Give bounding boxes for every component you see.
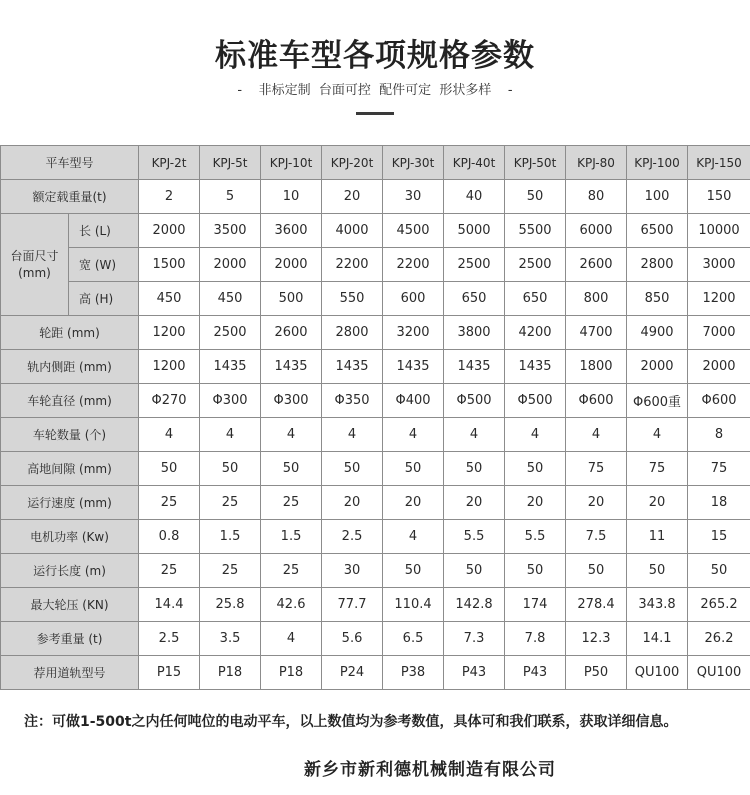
table-cell: 4: [505, 418, 566, 452]
rated-load-row: [1, 180, 750, 214]
table-cell: 25.8: [200, 588, 261, 622]
table-cell: 3600: [261, 214, 322, 248]
table-row: [1, 656, 750, 690]
table-cell: 2600: [566, 248, 627, 282]
table-cell: 6.5: [383, 622, 444, 656]
table-cell: 8: [688, 418, 750, 452]
row-label: 轮距 (mm): [1, 316, 139, 350]
table-cell: 50: [505, 180, 566, 214]
table-cell: 4500: [383, 214, 444, 248]
table-cell: 500: [261, 282, 322, 316]
table-cell: 20: [383, 486, 444, 520]
table-cell: QU100: [688, 656, 750, 690]
table-row: [1, 316, 750, 350]
table-cell: 20: [566, 486, 627, 520]
header-row: [1, 146, 750, 180]
table-cell: 25: [200, 554, 261, 588]
model-header-cell: KPJ-20t: [322, 146, 383, 180]
table-cell: 3000: [688, 248, 750, 282]
table-cell: 20: [444, 486, 505, 520]
table-cell: 278.4: [566, 588, 627, 622]
table-cell: 4: [383, 418, 444, 452]
table-cell: QU100: [627, 656, 688, 690]
table-cell: Φ270: [139, 384, 200, 418]
table-cell: 26.2: [688, 622, 750, 656]
height-label: 高 (H): [69, 282, 139, 316]
table-cell: Φ350: [322, 384, 383, 418]
model-header-cell: KPJ-2t: [139, 146, 200, 180]
model-header-cell: KPJ-100: [627, 146, 688, 180]
table-cell: 20: [627, 486, 688, 520]
row-label: 车轮数量 (个): [1, 418, 139, 452]
table-cell: 10: [261, 180, 322, 214]
table-cell: 25: [261, 554, 322, 588]
table-cell: 15: [688, 520, 750, 554]
table-cell: 450: [139, 282, 200, 316]
table-cell: 4: [322, 418, 383, 452]
table-cell: 5.6: [322, 622, 383, 656]
row-label: 额定载重量(t): [1, 180, 139, 214]
table-cell: 2000: [627, 350, 688, 384]
table-cell: 800: [566, 282, 627, 316]
table-cell: 50: [322, 452, 383, 486]
table-cell: 142.8: [444, 588, 505, 622]
table-row: [1, 520, 750, 554]
table-cell: 25: [200, 486, 261, 520]
row-label: 最大轮压 (KN): [1, 588, 139, 622]
table-cell: 40: [444, 180, 505, 214]
table-cell: 1435: [261, 350, 322, 384]
length-label: 长 (L): [69, 214, 139, 248]
table-cell: P18: [200, 656, 261, 690]
table-width-row: [1, 248, 750, 282]
spec-table: [0, 145, 750, 690]
table-cell: 50: [627, 554, 688, 588]
table-cell: 2000: [688, 350, 750, 384]
model-header-cell: KPJ-50t: [505, 146, 566, 180]
table-row: [1, 554, 750, 588]
table-height-row: [1, 282, 750, 316]
table-cell: 80: [566, 180, 627, 214]
table-cell: P38: [383, 656, 444, 690]
table-cell: 1435: [200, 350, 261, 384]
table-cell: 25: [139, 554, 200, 588]
table-cell: 1800: [566, 350, 627, 384]
subtitle: - 非标定制 台面可控 配件可定 形状多样 -: [237, 83, 513, 98]
table-cell: 50: [566, 554, 627, 588]
row-label: 运行长度 (m): [1, 554, 139, 588]
table-cell: 18: [688, 486, 750, 520]
table-cell: 7000: [688, 316, 750, 350]
table-cell: 20: [322, 180, 383, 214]
table-cell: 10000: [688, 214, 750, 248]
table-cell: P50: [566, 656, 627, 690]
table-cell: 2.5: [139, 622, 200, 656]
table-cell: 2.5: [322, 520, 383, 554]
table-cell: 50: [444, 452, 505, 486]
table-cell: 50: [688, 554, 750, 588]
table-cell: Φ500: [505, 384, 566, 418]
table-cell: 1.5: [200, 520, 261, 554]
table-row: [1, 588, 750, 622]
table-cell: 174: [505, 588, 566, 622]
table-cell: 650: [444, 282, 505, 316]
table-cell: 75: [688, 452, 750, 486]
model-header-cell: KPJ-10t: [261, 146, 322, 180]
table-cell: 1200: [688, 282, 750, 316]
table-row: [1, 418, 750, 452]
table-cell: 4: [261, 418, 322, 452]
table-cell: Φ300: [200, 384, 261, 418]
model-header-cell: KPJ-40t: [444, 146, 505, 180]
table-cell: P43: [505, 656, 566, 690]
table-cell: 30: [383, 180, 444, 214]
title-underline: [356, 112, 394, 115]
table-cell: 4: [627, 418, 688, 452]
table-cell: 600: [383, 282, 444, 316]
table-cell: 1200: [139, 350, 200, 384]
table-cell: 5: [200, 180, 261, 214]
table-cell: 30: [322, 554, 383, 588]
table-cell: 25: [261, 486, 322, 520]
table-cell: P24: [322, 656, 383, 690]
row-label: 电机功率 (Kw): [1, 520, 139, 554]
table-cell: 2800: [627, 248, 688, 282]
table-cell: Φ600重: [627, 384, 688, 418]
table-cell: 7.3: [444, 622, 505, 656]
table-length-row: [1, 214, 750, 248]
table-cell: 4: [444, 418, 505, 452]
table-cell: 4: [566, 418, 627, 452]
table-cell: 5.5: [444, 520, 505, 554]
table-cell: 3.5: [200, 622, 261, 656]
table-row: [1, 452, 750, 486]
table-cell: 2000: [139, 214, 200, 248]
width-label: 宽 (W): [69, 248, 139, 282]
table-cell: Φ300: [261, 384, 322, 418]
table-cell: 150: [688, 180, 750, 214]
table-cell: 2000: [200, 248, 261, 282]
table-cell: 450: [200, 282, 261, 316]
table-cell: 12.3: [566, 622, 627, 656]
table-cell: 1435: [322, 350, 383, 384]
table-cell: 2800: [322, 316, 383, 350]
row-label: 荐用道轨型号: [1, 656, 139, 690]
table-cell: 2: [139, 180, 200, 214]
table-cell: 550: [322, 282, 383, 316]
table-row: [1, 622, 750, 656]
table-cell: Φ600: [688, 384, 750, 418]
model-header-cell: KPJ-5t: [200, 146, 261, 180]
table-cell: 5.5: [505, 520, 566, 554]
model-header-cell: KPJ-30t: [383, 146, 444, 180]
table-cell: 2500: [505, 248, 566, 282]
row-label: 轨内侧距 (mm): [1, 350, 139, 384]
table-cell: 14.4: [139, 588, 200, 622]
table-cell: 6000: [566, 214, 627, 248]
table-cell: 20: [505, 486, 566, 520]
table-cell: 3500: [200, 214, 261, 248]
row-label: 高地间隙 (mm): [1, 452, 139, 486]
page-title: 标准车型各项规格参数: [215, 38, 535, 74]
table-row: [1, 350, 750, 384]
table-cell: 1500: [139, 248, 200, 282]
model-header-cell: KPJ-80: [566, 146, 627, 180]
table-cell: 4: [383, 520, 444, 554]
table-cell: 5500: [505, 214, 566, 248]
table-cell: 4200: [505, 316, 566, 350]
table-cell: 2200: [383, 248, 444, 282]
table-cell: 110.4: [383, 588, 444, 622]
table-cell: Φ400: [383, 384, 444, 418]
table-cell: 7.5: [566, 520, 627, 554]
table-cell: 4900: [627, 316, 688, 350]
table-cell: 50: [505, 452, 566, 486]
table-cell: 50: [383, 452, 444, 486]
table-cell: 50: [261, 452, 322, 486]
table-cell: 850: [627, 282, 688, 316]
row-label: 参考重量 (t): [1, 622, 139, 656]
table-cell: 1200: [139, 316, 200, 350]
table-cell: 50: [200, 452, 261, 486]
table-cell: Φ600: [566, 384, 627, 418]
table-cell: 1.5: [261, 520, 322, 554]
table-row: [1, 384, 750, 418]
table-cell: 4: [200, 418, 261, 452]
table-cell: 650: [505, 282, 566, 316]
table-cell: 2500: [444, 248, 505, 282]
table-cell: 11: [627, 520, 688, 554]
model-header-cell: KPJ-150: [688, 146, 750, 180]
table-cell: 2600: [261, 316, 322, 350]
table-cell: 50: [444, 554, 505, 588]
table-cell: 4: [261, 622, 322, 656]
table-cell: P18: [261, 656, 322, 690]
table-cell: 50: [505, 554, 566, 588]
table-cell: P15: [139, 656, 200, 690]
table-cell: 265.2: [688, 588, 750, 622]
table-cell: 1435: [505, 350, 566, 384]
footnote: 注：可做1-500t之内任何吨位的电动平车，以上数值均为参考数值，具体可和我们联系，获取详细信息。: [24, 714, 678, 730]
table-cell: 14.1: [627, 622, 688, 656]
table-cell: 50: [139, 452, 200, 486]
table-row: [1, 486, 750, 520]
table-cell: 4700: [566, 316, 627, 350]
table-cell: 100: [627, 180, 688, 214]
table-cell: 6500: [627, 214, 688, 248]
table-cell: 50: [383, 554, 444, 588]
table-cell: 0.8: [139, 520, 200, 554]
table-size-label: 台面尺寸 (mm): [1, 214, 69, 316]
table-cell: 25: [139, 486, 200, 520]
table-cell: 5000: [444, 214, 505, 248]
row-label: 运行速度 (mm): [1, 486, 139, 520]
table-cell: 75: [566, 452, 627, 486]
table-cell: 4000: [322, 214, 383, 248]
table-cell: 2200: [322, 248, 383, 282]
table-cell: 1435: [444, 350, 505, 384]
table-cell: P43: [444, 656, 505, 690]
table-cell: 1435: [383, 350, 444, 384]
table-cell: 3200: [383, 316, 444, 350]
table-cell: Φ500: [444, 384, 505, 418]
table-cell: 42.6: [261, 588, 322, 622]
table-cell: 343.8: [627, 588, 688, 622]
header-label: 平车型号: [1, 146, 139, 180]
company-name: 新乡市新利德机械制造有限公司: [304, 760, 556, 780]
table-cell: 20: [322, 486, 383, 520]
table-cell: 4: [139, 418, 200, 452]
table-cell: 2500: [200, 316, 261, 350]
table-cell: 75: [627, 452, 688, 486]
table-cell: 3800: [444, 316, 505, 350]
row-label: 车轮直径 (mm): [1, 384, 139, 418]
table-cell: 7.8: [505, 622, 566, 656]
table-cell: 77.7: [322, 588, 383, 622]
table-cell: 2000: [261, 248, 322, 282]
